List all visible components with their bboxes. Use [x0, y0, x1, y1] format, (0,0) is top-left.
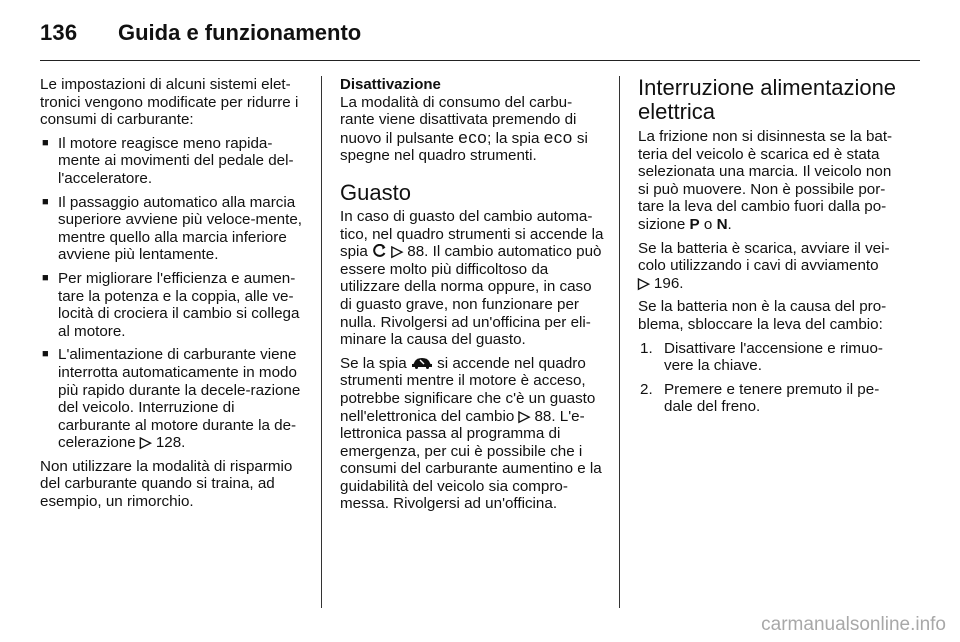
power-paragraph-2	[638, 240, 902, 293]
column-3	[638, 76, 902, 422]
step-number: 2.	[640, 380, 653, 398]
list-item	[40, 346, 310, 452]
vehicle-service-icon	[411, 355, 437, 372]
watermark: carmanualsonline.info	[761, 614, 946, 635]
power-text: .	[727, 215, 732, 233]
page-header	[40, 14, 920, 61]
bullet-list	[40, 135, 310, 452]
column-divider	[321, 76, 322, 608]
page-reference-icon: ▷	[638, 274, 650, 292]
deactivation-text: si spegne nel quadro strumenti.	[340, 129, 588, 165]
fault-heading: Guasto	[340, 179, 411, 205]
power-interruption-heading: Interruzione alimentazione elettrica	[638, 75, 897, 124]
column-divider	[619, 76, 620, 608]
power-text: Se la batteria è scarica, avviare il vei-colo utilizzando i cavi di avviamento	[638, 239, 890, 275]
list-item-text: L'alimentazione di carburante viene interrotta automaticamente in modo più rapido durante la decele-razione del veicolo. Interruzione di carburante al motore durante la de-celerazione	[58, 346, 301, 452]
column-1	[40, 76, 310, 517]
deactivation-paragraph	[340, 94, 606, 165]
page-reference[interactable]: 88.	[534, 407, 556, 425]
column-2	[340, 76, 606, 519]
closing-paragraph: Non utilizzare la modalità di risparmio del carburante quando si traina, ad esempio, un rimorchio.	[40, 457, 293, 511]
power-paragraph-1	[638, 128, 902, 234]
list-item: ■ Il motore reagisce meno rapida-mente ai movimenti del pedale del-l'acceleratore.	[40, 135, 310, 188]
deactivation-title: Disattivazione	[340, 76, 441, 93]
gear-p-label: P	[689, 215, 700, 233]
fault-text: Il cambio automatico può essere molto più difficoltoso da utilizzare della norma oppure, in caso di guasto grave, non funzionare per nulla. Rivolgersi ad un'officina per eli-minare la causa del guasto.	[340, 243, 602, 349]
list-item	[638, 340, 902, 375]
deactivation-text: La modalità di consumo del carbu-rante viene disattivata premendo di nuovo il pulsante	[340, 93, 577, 147]
fault-text: L'e-lettronica passa al programma di emergenza, per cui è possibile che i consumi del carburante aumentino e la guidabilità del veicolo sia compro-messa. Rivolgersi ad un'officina.	[340, 407, 602, 513]
section-title: Guida e funzionamento	[118, 20, 362, 45]
page-reference[interactable]: 128.	[155, 434, 186, 452]
list-item: ■ Per migliorare l'efficienza e aumen-tare la potenza e la coppia, alle ve-locità di crociera il cambio si collega al motore.	[40, 270, 310, 340]
eco-button-icon: eco	[458, 127, 488, 147]
fault-text: In caso di guasto del cambio automa-tico, nel quadro strumenti si accende la spia	[340, 207, 604, 261]
gear-n-label: N	[716, 215, 728, 233]
step-number: 1.	[640, 339, 653, 357]
page-reference-icon: ▷	[139, 434, 152, 452]
deactivation-text: ; la spia	[487, 129, 540, 147]
page-reference-icon: ▷	[391, 243, 404, 261]
power-text: o	[703, 215, 713, 233]
fault-text: Se la spia	[340, 354, 407, 372]
step-text: Disattivare l'accensione e rimuo-vere la chiave.	[664, 339, 883, 375]
fault-paragraph-2	[340, 355, 606, 513]
power-paragraph-3: Se la batteria non è la causa del pro-blema, sbloccare la leva del cambio:	[638, 298, 887, 333]
page-reference-icon: ▷	[518, 407, 531, 425]
list-item: ■ Il passaggio automatico alla marcia superiore avviene più veloce-mente, mentre quello alla marcia inferiore avviene più lentamente.	[40, 194, 310, 264]
fault-text: si accende nel quadro strumenti mentre il motore è acceso, potrebbe significare che c'è un guasto nell'elettronica del cambio	[340, 354, 596, 425]
step-text: Premere e tenere premuto il pe-dale del freno.	[664, 380, 880, 416]
numbered-steps	[638, 340, 902, 416]
page-reference[interactable]: 88.	[407, 243, 429, 261]
page-number: 136	[40, 20, 78, 45]
fault-paragraph-1	[340, 208, 606, 349]
power-text: La frizione non si disinnesta se la bat-teria del veicolo è scarica ed è stata selezionata una marcia. Il veicolo non si può muovere. Non è possibile por-tare la leva del cambio fuori dalla po-sizione	[638, 128, 893, 233]
page-reference[interactable]: 196.	[653, 274, 684, 292]
transmission-warning-icon	[372, 243, 391, 260]
intro-paragraph: Le impostazioni di alcuni sistemi elet-tronici vengono modificate per ridurre i consumi di carburante:	[40, 76, 299, 129]
eco-indicator-icon: eco	[543, 127, 573, 147]
list-item	[638, 381, 902, 416]
